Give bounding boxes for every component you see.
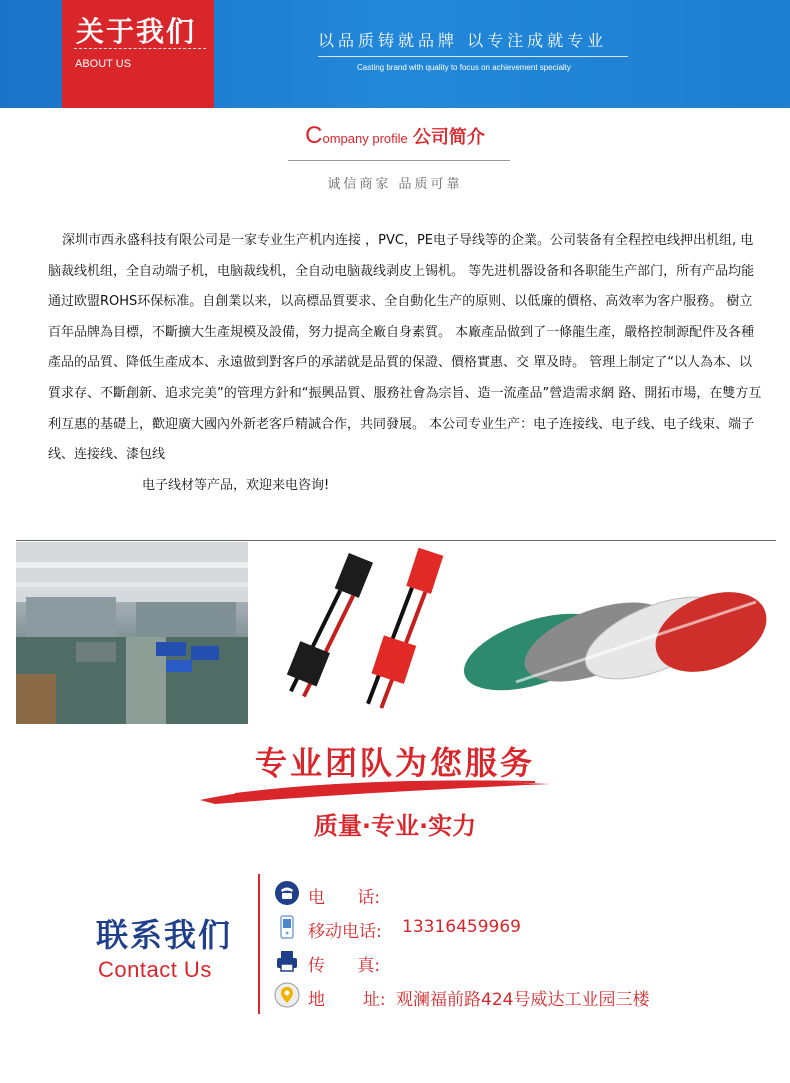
- telephone-icon: [274, 880, 300, 906]
- heading-en: ompany profile: [322, 131, 408, 146]
- address-value: 观澜福前路424号威达工业园三楼: [396, 990, 650, 1010]
- description-paragraph: 深圳市西永盛科技有限公司是一家专业生产机内连接 ，PVC，PE电子导线等的企業。公司装备有全程控电线押出机组, 电脑裁线机组，全自动端子机，电脑裁线机，全自动电脑裁线剥皮上锡机。 等先进机器设备和各职能生产部门，所有产品均能通过欧盟ROHS环保标准。自創業以来，以高標品質要求、全自動化生产的原则、以低廉的價格、高效率为客户服務。 樹立百年品牌為目標，不斷擴大生產規模及設備，努力提高全廠自身素質。 本廠產品做到了一條龍生產，嚴格控制源配件及各種產品的品質、降低生產成本、永遠做到對客戶的承諾就是品質的保證、價格實惠、交 單及時。 管理上制定了“以人為本、以質求存、不斷創新、追求完美”的管理方針和“振興品質、服務社會為宗旨、造一流產品”營造需求網 路、開拓市場，在雙方互利互惠的基礎上，歡迎廣大國內外新老客戶精誠合作，共同發展。 本公司专业生产：电子连接线、电子线、电子线束、端子线、连接线、漆包线: [48, 233, 762, 463]
- service-title: 专业团队为您服务: [254, 744, 535, 782]
- contact-row-phone: [274, 880, 774, 910]
- slogan-en: Casting brand with quality to focus on achievement specialty: [357, 63, 571, 72]
- product-photo: [256, 542, 776, 724]
- wire-products-image: [256, 542, 776, 724]
- fax-label: 传 真:: [308, 956, 381, 976]
- factory-floor-image: [16, 542, 248, 724]
- header-banner: [0, 0, 790, 108]
- about-title-en: ABOUT US: [75, 58, 132, 70]
- factory-photo: [16, 542, 248, 724]
- description-tail: 电子线材等产品，欢迎来电咨询!: [142, 477, 330, 493]
- section-heading: [0, 122, 790, 150]
- location-pin-icon: [274, 982, 300, 1008]
- heading-underline: [288, 160, 510, 161]
- contact-row-address: [274, 982, 774, 1012]
- service-subtitle: 质量·专业·实力: [313, 812, 477, 840]
- photo-top-border: [16, 540, 776, 541]
- phone-label: 电 话:: [308, 888, 381, 908]
- mobile-label: 移动电话:: [308, 922, 382, 942]
- contact-row-fax: [274, 948, 774, 978]
- contact-title-cn: 联系我们: [96, 916, 233, 954]
- fax-icon: [274, 948, 300, 974]
- mobile-phone-icon: [274, 914, 300, 940]
- address-label: 地 址:: [308, 990, 386, 1010]
- mobile-value[interactable]: 13316459969: [402, 917, 521, 937]
- brush-stroke: [195, 770, 555, 810]
- about-us-badge: [62, 0, 214, 108]
- section-subheading: 诚信商家 品质可靠: [327, 177, 463, 192]
- divider: [74, 48, 206, 49]
- heading-initial: C: [305, 122, 323, 149]
- slogan-cn: 以品质铸就品牌 以专注成就专业: [318, 31, 608, 50]
- contact-row-mobile: [274, 914, 774, 944]
- heading-cn: 公司简介: [412, 127, 485, 148]
- contact-title-en: Contact Us: [98, 957, 212, 982]
- about-title-cn: 关于我们: [76, 15, 197, 48]
- slogan-divider: [318, 56, 628, 57]
- company-description: [48, 226, 764, 501]
- contact-divider: [258, 874, 260, 1014]
